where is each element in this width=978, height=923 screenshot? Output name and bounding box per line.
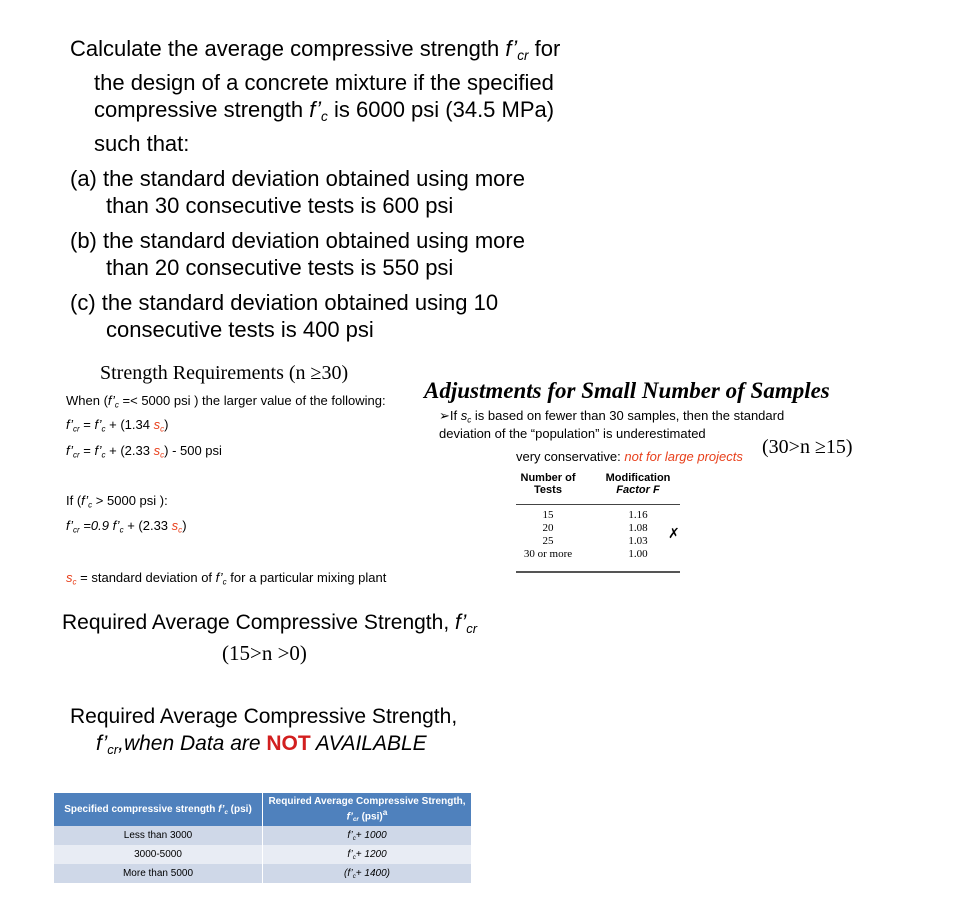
text: =< 5000 psi ) the larger value of the following: xyxy=(118,393,386,408)
question-text: is 6000 psi (34.5 MPa) xyxy=(333,97,555,123)
text: = standard deviation of xyxy=(76,570,216,585)
table-row xyxy=(54,864,472,883)
s-symbol: s xyxy=(460,408,468,423)
header-text: (psi) xyxy=(358,811,383,823)
c-subscript: c xyxy=(222,577,227,587)
table-cell: 3000-5000 xyxy=(54,845,263,864)
f-symbol: f’ xyxy=(94,417,102,432)
question-line-2 xyxy=(70,69,560,96)
text: If ( xyxy=(66,493,82,508)
question-text: Calculate the average compressive strength xyxy=(70,36,500,61)
very-conservative-note xyxy=(516,448,743,466)
text: = xyxy=(79,417,95,432)
fcr-subscript: cr xyxy=(517,48,529,64)
c-subscript: c xyxy=(352,853,356,861)
text: + (2.33 xyxy=(105,443,154,458)
question-line-1 xyxy=(70,35,560,69)
text: is based on fewer than 30 samples, then the standard xyxy=(471,408,785,423)
table-cell: 1.08 xyxy=(628,522,648,534)
text: > 5000 psi ): xyxy=(92,493,168,508)
c-subscript: c xyxy=(224,808,228,816)
question-block xyxy=(70,35,560,343)
header-text: Number of xyxy=(520,472,576,484)
table-bottom-rule xyxy=(516,571,680,573)
item-label: (b) xyxy=(70,228,97,254)
table-cell xyxy=(263,845,472,864)
required-strength-table xyxy=(54,793,472,883)
item-text: the standard deviation obtained using more xyxy=(103,166,525,192)
cell-text: + 1200 xyxy=(355,848,387,860)
header-text: Required Average Compressive Strength, xyxy=(268,796,466,807)
s-symbol: s xyxy=(153,443,161,458)
f-symbol: f’ xyxy=(66,443,73,458)
table-row xyxy=(54,845,472,864)
question-line-4 xyxy=(70,130,560,157)
item-text: consecutive tests is 400 psi xyxy=(106,317,374,343)
fc-symbol: f’ xyxy=(309,97,322,123)
table-cell: $(f’_c+ 1400)$ xyxy=(263,864,472,883)
f-symbol: f’ xyxy=(347,848,353,860)
equation-1 xyxy=(66,416,168,438)
table-cell: 25 xyxy=(542,535,554,547)
header-text: (psi) xyxy=(227,803,252,815)
adjustments-title: Adjustments for Small Number of Samples xyxy=(424,378,830,403)
table-header-row xyxy=(54,793,472,826)
f-symbol: f’ xyxy=(347,829,353,841)
adjustments-line-2: deviation of the “population” is underestimated xyxy=(439,426,706,441)
text: = xyxy=(79,443,95,458)
fc-symbol: f’ xyxy=(215,570,223,585)
question-line-3 xyxy=(70,96,560,130)
c-subscript: c xyxy=(467,415,472,425)
strength-requirements-title: Strength Requirements (n ≥30) xyxy=(100,362,349,384)
bullet-icon: ➢ xyxy=(439,408,450,423)
factor-column xyxy=(598,509,678,561)
required-average-title xyxy=(62,611,477,636)
f-symbol: f’ xyxy=(96,732,108,755)
f-symbol: f’ xyxy=(112,518,120,533)
text: When ( xyxy=(66,393,108,408)
s-symbol: s xyxy=(153,417,161,432)
cr-subscript: cr xyxy=(72,424,80,434)
f-symbol: f’ xyxy=(347,867,353,879)
table-cell: 1.16 xyxy=(628,509,648,521)
fc-symbol: f’ xyxy=(81,493,89,508)
question-item-a xyxy=(70,165,560,219)
text: AVAILABLE xyxy=(310,732,427,755)
f-symbol: f’ xyxy=(66,417,73,432)
header-text: Tests xyxy=(534,484,562,496)
if-condition xyxy=(66,492,168,514)
not-available-title: Required Average Compressive Strength, xyxy=(70,705,458,728)
c-subscript: c xyxy=(72,577,77,587)
question-item-c xyxy=(70,289,560,343)
text: If xyxy=(449,408,461,423)
cell-text: + 1400) xyxy=(355,867,390,879)
header-required xyxy=(263,793,472,826)
cross-mark-icon: ✗ xyxy=(668,525,680,541)
table-cell: 1.03 xyxy=(628,535,648,547)
fc-symbol: f’ xyxy=(218,803,225,815)
col-number-of-tests xyxy=(518,472,578,496)
text: ) - 500 psi xyxy=(164,443,222,458)
col-modification-factor xyxy=(598,472,678,496)
c-subscript: c xyxy=(101,450,106,460)
cr-subscript: cr xyxy=(107,741,119,757)
not-available-subtitle xyxy=(96,732,427,757)
item-text: than 30 consecutive tests is 600 psi xyxy=(106,193,454,219)
sc-definition xyxy=(66,569,386,591)
tests-column xyxy=(516,509,580,561)
c-subscript: c xyxy=(88,500,93,510)
question-item-b xyxy=(70,227,560,281)
cr-subscript: cr xyxy=(466,620,478,636)
fc-symbol: f’ xyxy=(107,393,115,408)
text: for a particular mixing plant xyxy=(226,570,387,585)
item-text: than 20 consecutive tests is 550 psi xyxy=(106,255,454,281)
text: ) xyxy=(182,518,187,533)
f-symbol: f’ xyxy=(66,518,73,533)
text: very conservative: xyxy=(516,449,625,464)
text: ,when Data are xyxy=(118,732,267,755)
text: =0.9 xyxy=(79,518,113,533)
header-text: Specified compressive strength xyxy=(64,803,219,815)
item-text: the standard deviation obtained using 10 xyxy=(101,290,499,316)
cr-subscript: cr xyxy=(352,816,359,824)
question-text: for xyxy=(534,36,561,61)
c-subscript: c xyxy=(352,872,356,880)
table-cell: More than 5000 xyxy=(54,864,263,883)
c-subscript: c xyxy=(101,424,106,434)
equation-3 xyxy=(66,517,187,539)
warning-text: not for large projects xyxy=(624,449,743,464)
cr-subscript: cr xyxy=(72,525,80,535)
equation-2 xyxy=(66,442,222,464)
text: Required Average Compressive Strength, xyxy=(62,611,455,634)
cr-subscript: cr xyxy=(72,450,80,460)
text: ) xyxy=(164,417,169,432)
s-symbol: s xyxy=(171,518,179,533)
c-subscript: c xyxy=(160,450,165,460)
question-text: compressive strength xyxy=(94,97,304,123)
when-condition xyxy=(66,392,386,414)
table-cell: 1.00 xyxy=(628,548,648,560)
table-cell: Less than 3000 xyxy=(54,826,263,845)
fc-subscript: c xyxy=(321,109,328,125)
text: + (2.33 xyxy=(123,518,172,533)
header-text: Factor F xyxy=(616,484,660,496)
cell-text: + 1000 xyxy=(355,829,387,841)
table-cell: 30 or more xyxy=(523,548,573,560)
s-symbol: s xyxy=(66,570,73,585)
question-text: such that: xyxy=(94,131,190,157)
c-subscript: c xyxy=(178,525,183,535)
item-label: (a) xyxy=(70,166,97,192)
footnote-mark: a xyxy=(382,807,388,817)
table-cell: 15 xyxy=(542,509,554,521)
question-text: the design of a concrete mixture if the specified xyxy=(94,70,554,96)
range-label: (30>n ≥15) xyxy=(762,436,853,458)
f-symbol: f’ xyxy=(346,811,353,823)
item-label: (c) xyxy=(70,290,96,316)
c-subscript: c xyxy=(160,424,165,434)
table-cell xyxy=(263,826,472,845)
c-subscript: c xyxy=(114,400,119,410)
modification-table xyxy=(516,472,680,573)
f-symbol: f’ xyxy=(455,611,467,634)
table-row xyxy=(54,826,472,845)
table-cell: 20 xyxy=(542,522,554,534)
c-subscript: c xyxy=(119,525,124,535)
header-specified xyxy=(54,793,263,826)
small-n-range: (15>n >0) xyxy=(222,641,307,665)
not-emphasis: NOT xyxy=(266,732,311,755)
text: + (1.34 xyxy=(105,417,154,432)
fcr-symbol: f’ xyxy=(505,36,518,61)
c-subscript: c xyxy=(352,834,356,842)
f-symbol: f’ xyxy=(94,443,102,458)
header-text: Modification xyxy=(605,472,671,484)
item-text: the standard deviation obtained using more xyxy=(103,228,525,254)
